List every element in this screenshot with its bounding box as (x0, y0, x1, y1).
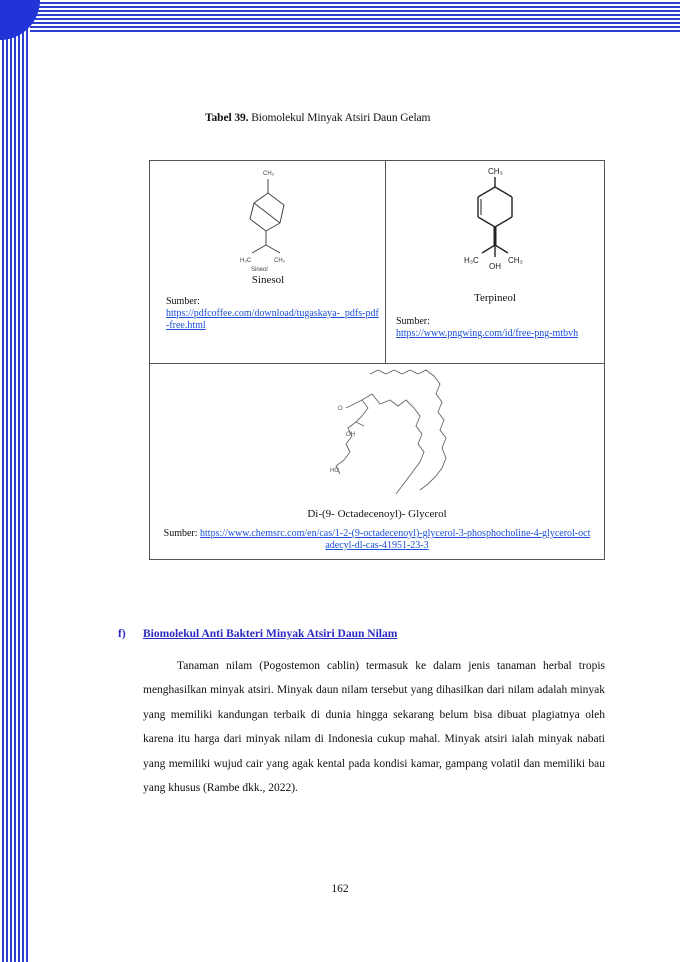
glycerol-structure (150, 364, 604, 504)
body-paragraph (143, 654, 605, 800)
section-title: Biomolekul Anti Bakteri Minyak Atsiri Daun Nilam (143, 628, 398, 640)
section-number: f) (118, 628, 126, 640)
glycerol-ho-label: HO (330, 468, 339, 474)
sineol-source (166, 296, 381, 332)
sineol-structure (150, 165, 386, 275)
caption-label: Tabel 39. (205, 112, 249, 124)
terpineol-oh-label: OH (489, 262, 501, 271)
caption-text: Biomolekul Minyak Atsiri Daun Gelam (251, 112, 431, 124)
table-cell-sineol (150, 161, 386, 364)
glycerol-oh-label: OH (346, 432, 355, 438)
terpineol-h3c-label: H₃C (464, 256, 479, 265)
table-cell-glycerol (150, 364, 604, 559)
terpineol-source-link[interactable]: https://www.pngwing.com/id/free-png-mtbvh (396, 328, 579, 339)
decorative-top-border (0, 0, 680, 34)
sineol-caption: Sineol (251, 267, 268, 273)
glycerol-o-label: O (338, 406, 343, 412)
sineol-h3c-label: H₃C (240, 258, 252, 264)
sineol-name: Sinesol (251, 274, 285, 286)
terpineol-ch3-label: CH₃ (488, 167, 503, 176)
page-number: 162 (331, 883, 349, 895)
paragraph-text: Tanaman nilam (Pogostemon cablin) termasuk ke dalam jenis tanaman herbal tropis menghasilkan minyak atsiri. Minyak daun nilam tersebut yang dihasilkan dari nilam adalah minyak yang memiliki kandungan terbaik di dunia hingga sekarang belum bisa dibuat plagiatnya oleh karena itu harga dari minyak nilam di Indonesia cukup mahal. Minyak atsiri ialah minyak nabati yang memiliki wujud cair yang agak kental pada kondisi kamar, gampang volatil dan memiliki bau yang khusus (Rambe dkk., 2022). (143, 660, 605, 795)
table-caption (205, 112, 430, 124)
sineol-source-label: Sumber: (166, 296, 200, 307)
decorative-left-border (0, 0, 30, 962)
terpineol-structure (386, 165, 604, 285)
glycerol-source (162, 528, 592, 552)
sineol-ch3-label: CH₃ (263, 171, 275, 177)
terpineol-source-label: Sumber: (396, 316, 430, 327)
terpineol-ch3b-label: CH₃ (508, 256, 523, 265)
terpineol-source (396, 316, 596, 340)
glycerol-source-link[interactable]: https://www.chemsrc.com/en/cas/1-2-(9-octadecenoyl)-glycerol-3-phosphocholine-4-glycerol-octadecyl-dl-cas-41951-23-3 (200, 528, 591, 551)
glycerol-source-label: Sumber: (163, 528, 198, 539)
decorative-corner (0, 0, 40, 40)
sineol-source-link[interactable]: https://pdfcoffee.com/download/tugaskaya-_pdfs-pdf-free.html (166, 308, 379, 331)
terpineol-name: Terpineol (474, 292, 516, 304)
glycerol-name: Di-(9- Octadecenoyl)- Glycerol (307, 508, 447, 520)
biomolecule-table (149, 160, 605, 560)
sineol-ch3b-label: CH₃ (274, 258, 286, 264)
table-cell-terpineol (386, 161, 604, 364)
